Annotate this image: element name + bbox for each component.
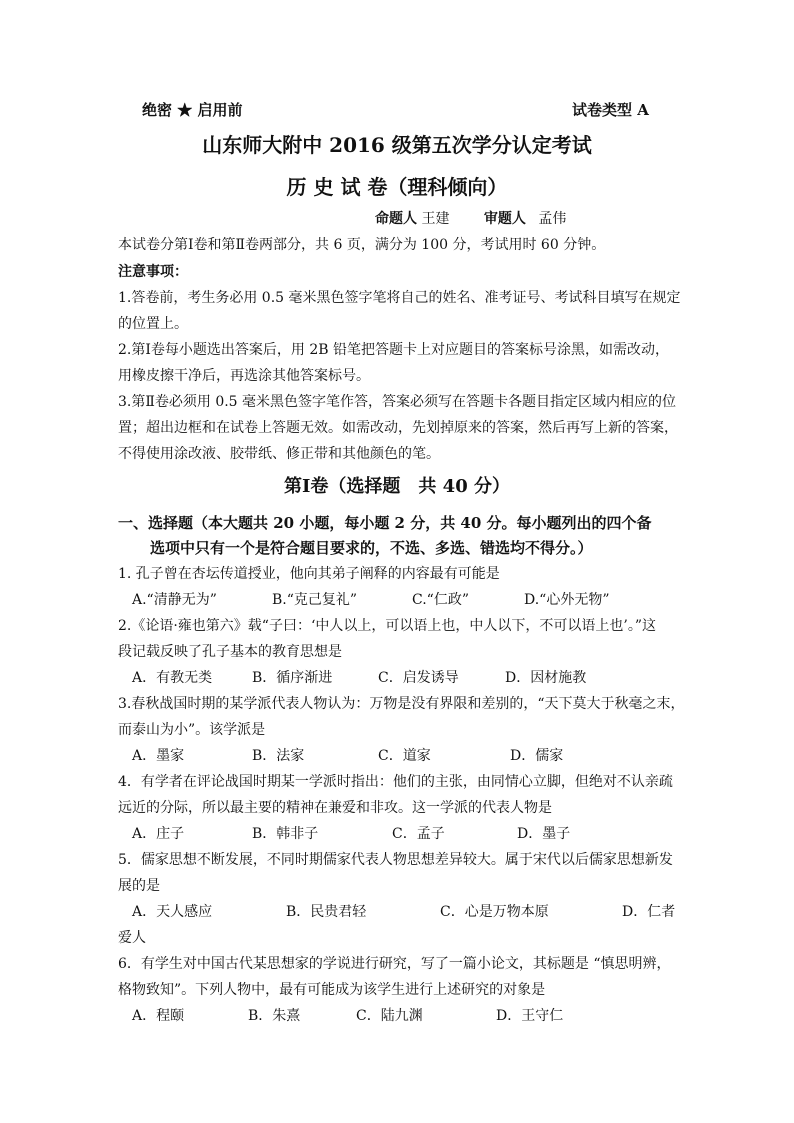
note-line: 2.第Ⅰ卷每小题选出答案后，用 2B 铅笔把答题卡上对应题目的答案标号涂黑，如需改动， [118, 342, 669, 358]
option-d: D．仁者 [622, 904, 676, 920]
option-b: B．法家 [252, 748, 305, 764]
option-c: C．启发诱导 [378, 670, 459, 686]
question-stem: 5．儒家思想不断发展，不同时期儒家代表人物思想差异较大。属于宋代以后儒家思想新发 [118, 852, 673, 868]
intro-text: 本试卷分第Ⅰ卷和第Ⅱ卷两部分，共 6 页，满分为 100 分，考试用时 60 分钟。 [118, 237, 606, 253]
note-line: 3.第Ⅱ卷必须用 0.5 毫米黑色签字笔作答，答案必须写在答题卡各题目指定区域内相应的位 [118, 394, 677, 410]
question-stem: 段记载反映了孔子基本的教育思想是 [118, 644, 342, 660]
confidential-mark: 绝密 ★ 启用前 [142, 101, 243, 119]
reviewer-label: 审题人 [483, 211, 526, 227]
author-name: 王建 [421, 211, 450, 227]
option-a: A．有教无类 [132, 670, 213, 686]
question-stem: 6．有学生对中国古代某思想家的学说进行研究，写了一篇小论文，其标题是 “慎思明辨， [118, 956, 671, 972]
question-stem: 4．有学者在评论战国时期某一学派时指出：他们的主张，由同情心立脚，但绝对不认亲疏 [118, 774, 673, 790]
question-stem: 3.春秋战国时期的某学派代表人物认为：万物是没有界限和差别的，“天下莫大于秋毫之末， [118, 696, 685, 712]
note-line: 用橡皮擦干净后，再选涂其他答案标号。 [118, 368, 370, 384]
option-d: D．王守仁 [496, 1008, 564, 1024]
note-line: 1.答卷前，考生务必用 0.5 毫米黑色签字笔将自己的姓名、准考证号、考试科目填写在规定 [118, 290, 681, 306]
option-d: D．墨子 [517, 826, 571, 842]
question-stem: 展的是 [118, 878, 160, 894]
question-stem: 格物致知”。下列人物中，最有可能成为该学生进行上述研究的对象是 [118, 982, 546, 998]
option-d: D．因材施教 [505, 670, 587, 686]
reviewer-name: 孟伟 [538, 211, 567, 227]
part-heading-cont: 选项中只有一个是符合题目要求的，不选、多选、错选均不得分。） [150, 539, 593, 557]
note-line: 不得使用涂改液、胶带纸、修正带和其他颜色的笔。 [118, 446, 440, 462]
option-c: C．陆九渊 [356, 1008, 423, 1024]
question-stem: 2.《论语·雍也第六》载“子曰：‘中人以上，可以语上也，中人以下，不可以语上也’。”这 [118, 618, 657, 634]
option-a: A．程颐 [132, 1008, 185, 1024]
option-b: B.“克己复礼” [272, 592, 358, 608]
option-b: B．韩非子 [252, 826, 319, 842]
option-d: D.“心外无物” [524, 592, 610, 608]
exam-title: 山东师大附中 2016 级第五次学分认定考试 [202, 133, 592, 157]
option-b: B．民贵君轻 [286, 904, 367, 920]
question-stem: 而泰山为小”。该学派是 [118, 722, 266, 738]
question-stem: 1. 孔子曾在杏坛传道授业，他向其弟子阐释的内容最有可能是 [118, 566, 500, 582]
option-c: C．道家 [378, 748, 431, 764]
option-b: B．循序渐进 [252, 670, 333, 686]
option-a: A．墨家 [132, 748, 185, 764]
part-heading: 一、选择题（本大题共 20 小题，每小题 2 分，共 40 分。每小题列出的四个备 [118, 514, 652, 532]
note-line: 的位置上。 [118, 316, 188, 332]
author-line [375, 210, 566, 228]
option-c: C．心是万物本原 [440, 904, 549, 920]
exam-subtitle: 历 史 试 卷（理科倾向） [286, 175, 508, 199]
notes-title: 注意事项： [118, 264, 188, 280]
option-c: C．孟子 [392, 826, 445, 842]
option-c: C.“仁政” [412, 592, 469, 608]
option-d-continued: 爱人 [118, 930, 146, 946]
section-title: 第Ⅰ卷（选择题 共 40 分） [283, 476, 510, 497]
option-b: B．朱熹 [248, 1008, 301, 1024]
question-stem: 远近的分际，所以最主要的精神在兼爱和非攻。这一学派的代表人物是 [118, 800, 552, 816]
option-a: A．天人感应 [132, 904, 213, 920]
option-a: A.“清静无为” [132, 592, 217, 608]
paper-type: 试卷类型 A [572, 101, 649, 119]
option-d: D．儒家 [510, 748, 564, 764]
option-a: A．庄子 [132, 826, 185, 842]
author-label: 命题人 [375, 211, 417, 227]
note-line: 置；超出边框和在试卷上答题无效。如需改动，先划掉原来的答案，然后再写上新的答案， [118, 420, 678, 436]
